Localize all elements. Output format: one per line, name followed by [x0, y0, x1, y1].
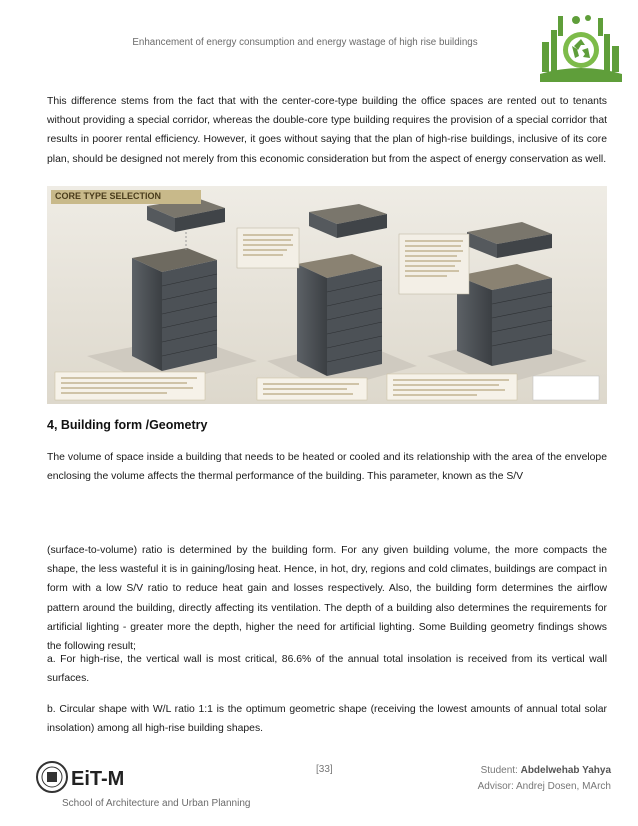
paragraph-core-type-difference: This difference stems from the fact that with the center-core-type building the office spaces are rented out to tenants without providing a special corridor, whereas the double-core type building requires the provision of a special corridor that results in poorer rental efficiency. However, it goes without saying that the plan of high-rise buildings, inclusive of its core plan, should be designed not merely from this economic consideration but from the aspect of energy conservation as well.	[47, 96, 607, 165]
paragraph-sv-ratio: (surface-to-volume) ratio is determined by the building form. For any given building volume, the more compacts the shape, the less wasteful it is in gaining/losing heat. Hence, in hot, dry, regions and cold climates, buildings are compact in form with a low S/V ratio to reduce heat gain and losses respectively. Also, the building form determines the airflow pattern around the building, directly affecting its ventilation. The depth of a building also determines the requirements for artificial lighting - greater more the depth, higher the need for artificial lighting. Some Building geometry findings shows the following result;	[47, 545, 607, 653]
paragraph-finding-b: b. Circular shape with W/L ratio 1:1 is the optimum geometric shape (receiving the lowest amounts of annual total solar insolation) among all high-rise building shapes.	[47, 704, 607, 735]
advisor-text: Advisor: Andrej Dosen, MArch	[477, 781, 611, 792]
eitm-logo	[36, 758, 136, 796]
paragraph-finding-a: a. For high-rise, the vertical wall is most critical, 86.6% of the annual total insolation is received from its vertical wall surfaces.	[47, 654, 607, 685]
page-number: [33]	[316, 764, 333, 775]
paragraph-volume: The volume of space inside a building that needs to be heated or cooled and its relationship with the area of the envelope enclosing the volume affects the thermal performance of the building. This parameter, known as the S/V	[47, 452, 607, 483]
figure-banner: CORE TYPE SELECTION	[51, 190, 201, 204]
student-info	[478, 763, 611, 795]
student-label: Student:	[480, 765, 521, 776]
section-heading: 4, Building form /Geometry	[47, 418, 208, 432]
eitm-logo-text: EiT-M	[71, 768, 125, 790]
student-name: Abdelwehab Yahya	[520, 765, 611, 776]
core-type-selection-figure	[47, 186, 607, 404]
recycle-eco-city-icon	[538, 12, 624, 84]
core-type-diagram	[47, 186, 607, 404]
header-title: Enhancement of energy consumption and energy wastage of high rise buildings	[132, 37, 478, 48]
school-name: School of Architecture and Urban Planning	[62, 798, 251, 809]
